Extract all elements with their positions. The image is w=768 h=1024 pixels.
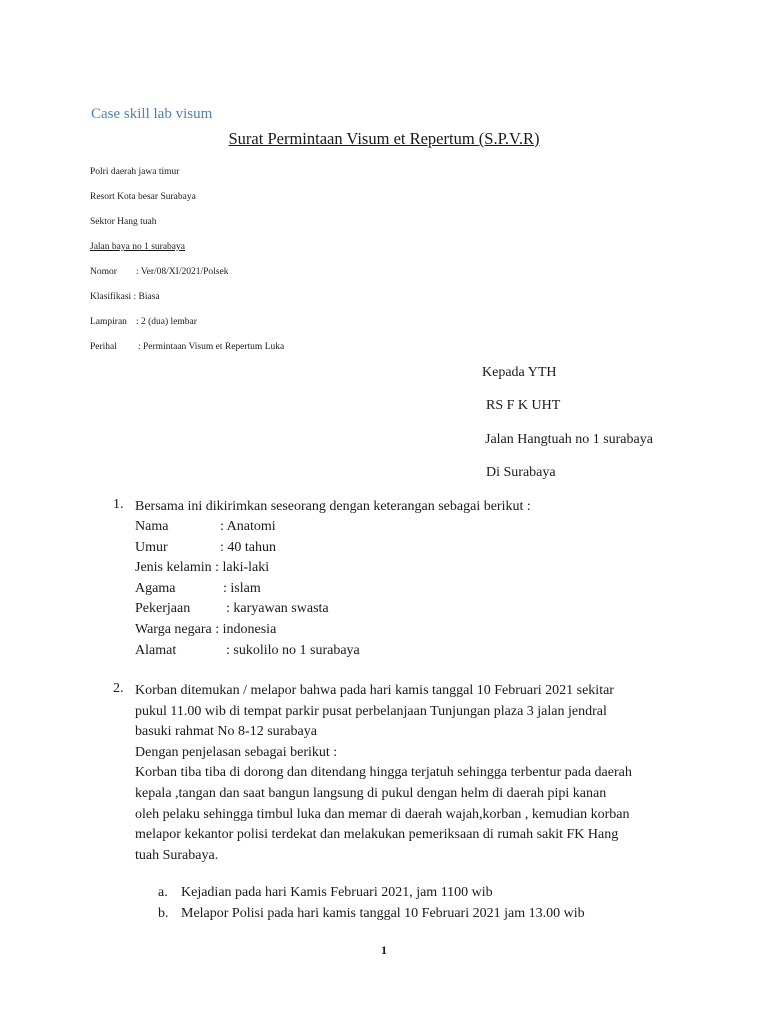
sub-item-marker: b.: [158, 906, 169, 921]
narrative-line: Dengan penjelasan sebagai berikut :: [135, 744, 338, 760]
section-number: 1.: [113, 497, 124, 512]
field-label: Jenis kelamin: [135, 560, 212, 576]
section-1-intro: Bersama ini dikirimkan seseorang dengan keterangan sebagai berikut :: [135, 499, 531, 514]
narrative-line: tuah Surabaya.: [135, 847, 219, 863]
nomor-value: : Ver/08/XI/2021/Polsek: [136, 267, 229, 277]
sub-item-marker: a.: [158, 885, 168, 900]
header-line-street: Jalan baya no 1 surabaya: [90, 242, 185, 252]
addressee-line: Di Surabaya: [486, 465, 556, 480]
lampiran-label: Lampiran: [90, 317, 127, 327]
narrative-line: basuki rahmat No 8-12 surabaya: [135, 724, 317, 740]
identity-row: [135, 641, 360, 662]
nomor-label: Nomor: [90, 267, 117, 277]
addressee-line: Kepada YTH: [482, 365, 557, 380]
field-value: : sukolilo no 1 surabaya: [226, 642, 360, 658]
narrative-line: Korban tiba tiba di dorong dan ditendang hingga terjatuh sehingga terbentur pada daerah: [135, 765, 632, 781]
narrative-line: Korban ditemukan / melapor bahwa pada hari kamis tanggal 10 Februari 2021 sekitar: [135, 683, 614, 698]
identity-fields: [135, 517, 360, 661]
page-number: 1: [381, 943, 387, 957]
document-title: Surat Permintaan Visum et Repertum (S.P.V.R): [228, 129, 540, 148]
header-nomor: [90, 266, 228, 278]
narrative-line: pukul 11.00 wib di tempat parkir pusat perbelanjaan Tunjungan plaza 3 jalan jendral: [135, 703, 607, 719]
header-line-resort: Resort Kota besar Surabaya: [90, 192, 196, 202]
field-value: : 40 tahun: [220, 539, 276, 555]
case-title: Case skill lab visum: [91, 106, 213, 122]
header-line-police-region: Polri daerah jawa timur: [90, 167, 180, 177]
perihal-label: Perihal: [90, 342, 117, 352]
field-label: Pekerjaan: [135, 601, 191, 617]
lampiran-value: : 2 (dua) lembar: [136, 317, 197, 327]
narrative-line: kepala ,tangan dan saat bangun langsung di pukul dengan helm di daerah pipi kanan: [135, 785, 607, 801]
header-klasifikasi: Klasifikasi : Biasa: [90, 292, 160, 302]
field-value: : Anatomi: [220, 519, 276, 534]
sub-item-text: Melapor Polisi pada hari kamis tanggal 10 Februari 2021 jam 13.00 wib: [181, 906, 585, 921]
field-value: : karyawan swasta: [226, 601, 329, 617]
field-label: Alamat: [135, 642, 177, 658]
header-perihal: [90, 341, 284, 353]
section-number: 2.: [113, 681, 124, 696]
identity-row: [135, 558, 360, 579]
narrative-line: melapor kekantor polisi terdekat dan melakukan pemeriksaan di rumah sakit FK Hang: [135, 827, 619, 843]
field-label: Warga negara: [135, 621, 212, 637]
identity-row: [135, 599, 360, 620]
addressee-line: RS F K UHT: [486, 398, 561, 413]
field-value: : laki-laki: [215, 560, 270, 576]
header-lampiran: [90, 316, 197, 328]
field-label: Umur: [135, 539, 168, 555]
identity-row: [135, 579, 360, 600]
identity-row: [135, 517, 360, 538]
field-value: : indonesia: [215, 621, 277, 637]
sub-item-text: Kejadian pada hari Kamis Februari 2021, jam 1100 wib: [181, 885, 493, 900]
narrative-line: oleh pelaku sehingga timbul luka dan memar di daerah wajah,korban , kemudian korban: [135, 806, 630, 822]
field-value: : islam: [223, 580, 261, 596]
identity-row: [135, 620, 360, 641]
addressee-line: Jalan Hangtuah no 1 surabaya: [485, 432, 653, 447]
field-label: Nama: [135, 519, 169, 534]
field-label: Agama: [135, 580, 176, 596]
perihal-value: : Permintaan Visum et Repertum Luka: [138, 342, 285, 352]
header-line-sector: Sektor Hang tuah: [90, 217, 157, 227]
identity-row: [135, 538, 360, 559]
section-2-narrative: [135, 681, 632, 866]
